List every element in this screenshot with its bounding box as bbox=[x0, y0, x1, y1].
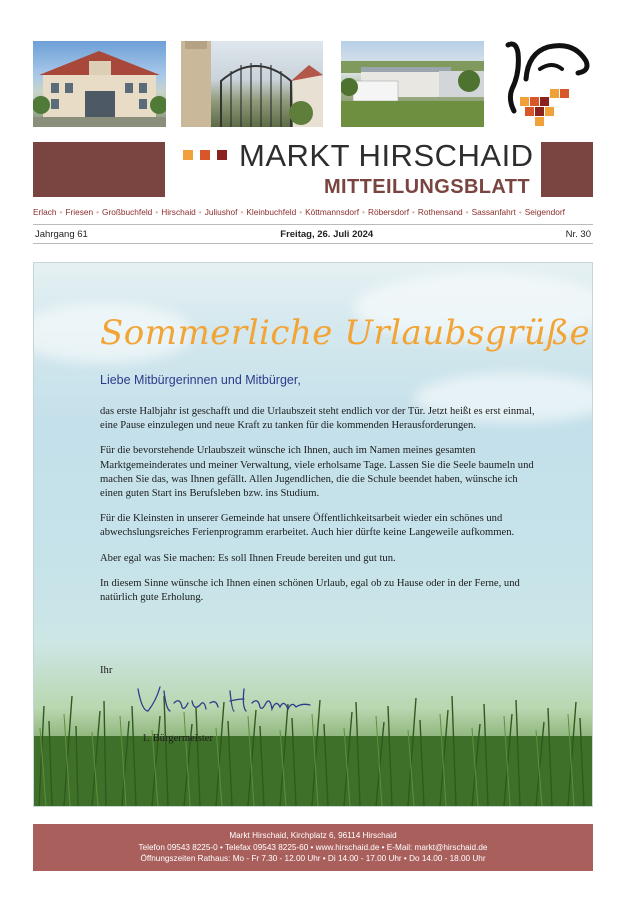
signatory-role: 1. Bürgermeister bbox=[142, 733, 214, 744]
gate-photo bbox=[181, 41, 323, 127]
hirschaid-logo bbox=[500, 39, 593, 127]
village-item: Hirschaid bbox=[161, 207, 196, 217]
school-photo bbox=[341, 41, 484, 127]
town-hall-photo bbox=[33, 41, 166, 127]
separator-dot: • bbox=[465, 207, 469, 217]
village-item: Rothensand bbox=[417, 207, 463, 217]
letter-paragraph: Für die bevorstehende Urlaubszeit wünsche ich Ihnen, auch im Namen meines gesamten Marktgemeinderates und meiner Verwaltung, viele erholsame Tage. Lassen Sie die Seele baumeln und machen Sie das, was Ihnen gefällt. Allen Jugendlichen, die die Schule beendet haben, wünsche ich einen guten Start ins Berufsleben bzw. ins Studium. bbox=[100, 445, 534, 500]
village-item: Friesen bbox=[65, 207, 94, 217]
accent-square-orange bbox=[183, 150, 193, 160]
issue-date: Freitag, 26. Juli 2024 bbox=[280, 228, 374, 240]
separator-dot: • bbox=[155, 207, 159, 217]
separator-dot: • bbox=[412, 207, 415, 217]
letter-paragraph: Aber egal was Sie machen: Es soll Ihnen Freude bereiten und gut tun. bbox=[100, 552, 396, 564]
separator-dot: • bbox=[299, 207, 303, 217]
masthead-subtitle: MITTEILUNGSBLATT bbox=[324, 176, 530, 198]
village-item: Großbuchfeld bbox=[102, 207, 153, 217]
summer-greeting-panel bbox=[33, 262, 593, 807]
letter-headline: Sommerliche Urlaubsgrüße bbox=[100, 313, 591, 353]
separator-dot: • bbox=[240, 207, 244, 217]
title-bar-right bbox=[541, 142, 593, 197]
village-item: Seigendorf bbox=[524, 207, 565, 217]
village-item: Köttmannsdorf bbox=[305, 207, 360, 217]
village-list bbox=[33, 207, 593, 217]
mayor-signature bbox=[134, 681, 314, 717]
letter-paragraph: In diesem Sinne wünsche ich Ihnen einen schönen Urlaub, egal ob zu Hause oder in der Ferne, und natürlich gute Erholung. bbox=[100, 577, 520, 604]
letter-paragraph: das erste Halbjahr ist geschafft und die Urlaubszeit steht endlich vor der Tür. Jetzt heißt es erst einmal, eine Pause einzulegen und neue Kraft zu tanken für die kommenden Herausforderungen. bbox=[100, 406, 535, 432]
village-item: Kleinbuchfeld bbox=[246, 207, 297, 217]
separator-dot: • bbox=[59, 207, 63, 217]
title-bar-left bbox=[33, 142, 165, 197]
village-item: Juliushof bbox=[204, 207, 238, 217]
masthead-title: MARKT HIRSCHAID bbox=[239, 138, 534, 173]
issue-meta-row bbox=[33, 224, 593, 244]
accent-square-red bbox=[200, 150, 210, 160]
letter-greeting: Liebe Mitbürgerinnen und Mitbürger, bbox=[100, 373, 301, 387]
separator-dot: • bbox=[518, 207, 522, 217]
footer-opening-hours: Öffnungszeiten Rathaus: Mo - Fr 7.30 - 12.00 Uhr • Di 14.00 - 17.00 Uhr • Do 14.00 - 18.00 Uhr bbox=[140, 854, 486, 863]
footer-contact: Telefon 09543 8225-0 • Telefax 09543 8225-60 • www.hirschaid.de • E-Mail: markt@hirschaid.de bbox=[138, 842, 488, 852]
village-item: Sassanfahrt bbox=[471, 207, 516, 217]
letter-body bbox=[100, 405, 540, 616]
letter-closing: Ihr bbox=[100, 665, 113, 676]
separator-dot: • bbox=[198, 207, 202, 217]
issue-number: Nr. 30 bbox=[565, 228, 591, 240]
separator-dot: • bbox=[96, 207, 100, 217]
footer-address: Markt Hirschaid, Kirchplatz 6, 96114 Hirschaid bbox=[229, 831, 397, 840]
accent-square-dark bbox=[217, 150, 227, 160]
separator-dot: • bbox=[362, 207, 365, 217]
village-item: Erlach bbox=[33, 207, 57, 217]
volume-label: Jahrgang 61 bbox=[35, 228, 88, 240]
contact-footer bbox=[33, 824, 593, 871]
letter-paragraph: Für die Kleinsten in unserer Gemeinde hat unsere Öffentlichkeitsarbeit wieder ein schönes und abwechslungsreiches Ferienprogramm erarbeitet. Auch hier dürfte keine Langeweile aufkommen. bbox=[100, 513, 515, 539]
village-item: Röbersdorf bbox=[367, 207, 410, 217]
